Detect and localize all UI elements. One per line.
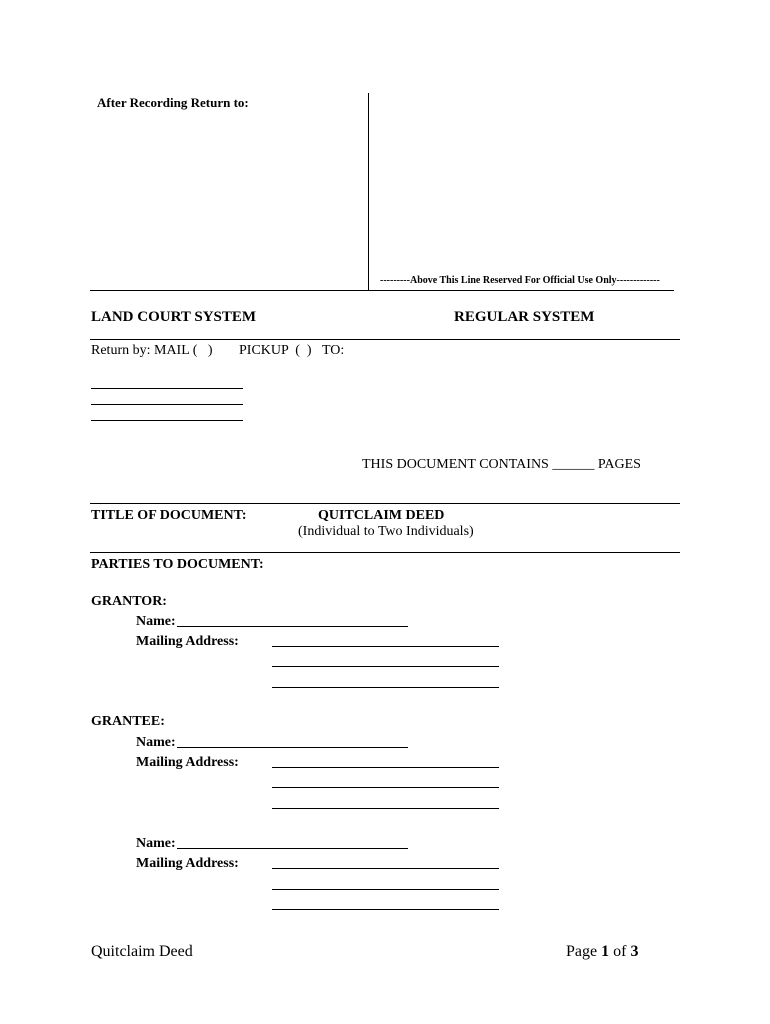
return-address-line-1[interactable] <box>91 388 243 389</box>
page-total: 3 <box>630 943 639 960</box>
grantor-name-field[interactable] <box>177 626 408 627</box>
recording-box-bottom-rule-left <box>90 290 368 291</box>
grantee-name-label: Name: <box>136 735 176 750</box>
title-of-document-label: TITLE OF DOCUMENT: <box>91 508 247 523</box>
regular-system-label: REGULAR SYSTEM <box>454 309 595 325</box>
official-use-note: ---------Above This Line Reserved For Official Use Only------------- <box>380 275 660 286</box>
grantee2-address-line-1[interactable] <box>272 868 499 869</box>
grantor-name-label: Name: <box>136 614 176 629</box>
grantee2-address-line-2[interactable] <box>272 889 499 890</box>
land-court-system-label: LAND COURT SYSTEM <box>91 309 257 325</box>
grantee2-mailing-address-label: Mailing Address: <box>136 856 239 871</box>
title-bottom-rule <box>90 552 680 553</box>
return-to-label: After Recording Return to: <box>97 95 249 110</box>
grantor-address-line-2[interactable] <box>272 666 499 667</box>
grantor-address-line-3[interactable] <box>272 687 499 688</box>
grantee-name-field[interactable] <box>177 747 408 748</box>
grantee2-address-line-3[interactable] <box>272 909 499 910</box>
return-by-to-label: TO: <box>322 343 345 358</box>
page-current: 1 <box>601 943 610 960</box>
grantee-mailing-address-label: Mailing Address: <box>136 755 239 770</box>
grantor-address-line-1[interactable] <box>272 646 499 647</box>
page-prefix: Page <box>566 943 598 960</box>
recording-box-bottom-rule-right <box>368 290 674 291</box>
title-top-rule <box>90 503 680 504</box>
systems-rule <box>90 339 680 340</box>
return-by-pickup-label: PICKUP ( ) <box>239 343 312 358</box>
grantor-heading: GRANTOR: <box>91 594 167 609</box>
grantee-address-line-3[interactable] <box>272 808 499 809</box>
document-subtitle: (Individual to Two Individuals) <box>298 524 474 539</box>
footer-page-number <box>566 943 638 961</box>
document-pages-count: THIS DOCUMENT CONTAINS ______ PAGES <box>362 457 641 472</box>
grantee-heading: GRANTEE: <box>91 714 165 729</box>
document-title: QUITCLAIM DEED <box>318 508 445 523</box>
grantee2-name-field[interactable] <box>177 848 408 849</box>
grantee2-name-label: Name: <box>136 836 176 851</box>
recording-box-divider <box>368 93 369 290</box>
grantor-mailing-address-label: Mailing Address: <box>136 634 239 649</box>
footer-document-name: Quitclaim Deed <box>91 943 193 960</box>
parties-to-document-label: PARTIES TO DOCUMENT: <box>91 557 264 572</box>
return-by-mail-label: Return by: MAIL ( ) <box>91 343 213 358</box>
page-of: of <box>613 943 627 960</box>
return-address-line-2[interactable] <box>91 404 243 405</box>
grantee-address-line-1[interactable] <box>272 767 499 768</box>
return-address-line-3[interactable] <box>91 420 243 421</box>
grantee-address-line-2[interactable] <box>272 787 499 788</box>
